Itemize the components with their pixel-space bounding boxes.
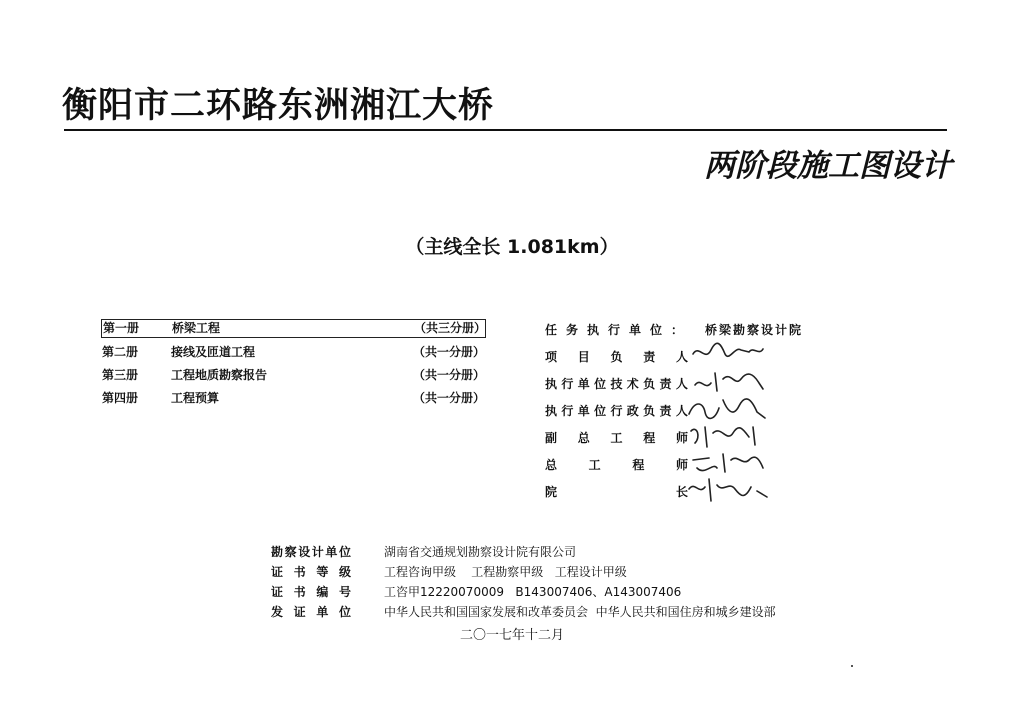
personnel-block	[545, 321, 845, 510]
role-label: 总 工 程 师	[545, 458, 688, 472]
volume-count: （共一分册）	[413, 368, 486, 382]
org-value: 工程咨询甲级 工程勘察甲级 工程设计甲级	[384, 565, 627, 579]
signature-image	[683, 340, 773, 370]
role-label: 执 行 单 位 技 术 负 责 人	[545, 377, 688, 391]
volume-name: 工程预算	[171, 391, 220, 405]
signature-image	[683, 475, 773, 505]
volume-number: 第二册	[102, 345, 139, 359]
org-value: 工咨甲12220070009 B143007406、A143007406	[384, 585, 682, 599]
volume-name: 桥梁工程	[172, 321, 221, 335]
executing-unit-label: 任务执行单位：	[545, 323, 693, 337]
signature-image	[683, 394, 773, 424]
volume-name: 接线及匝道工程	[171, 345, 256, 359]
org-value: 湖南省交通规划勘察设计院有限公司	[384, 545, 577, 559]
volume-list	[101, 319, 486, 411]
volume-row	[101, 365, 486, 388]
scan-speck	[851, 665, 853, 667]
org-label: 证 书 编 号	[271, 585, 351, 599]
document-date: 二〇一七年十二月	[459, 628, 564, 643]
role-label: 副 总 工 程 师	[545, 431, 688, 445]
role-label: 项 目 负 责 人	[545, 350, 688, 364]
document-title: 衡阳市二环路东洲湘江大桥	[62, 86, 495, 126]
role-label: 院 长	[545, 485, 688, 499]
volume-name: 工程地质勘察报告	[171, 368, 268, 382]
volume-number: 第四册	[102, 391, 139, 405]
volume-count: （共一分册）	[413, 345, 486, 359]
org-label: 勘 察 设 计 单 位	[271, 545, 351, 559]
signature-image	[683, 448, 773, 478]
volume-row	[101, 342, 486, 365]
signature-image	[683, 421, 773, 451]
volume-number: 第一册	[103, 321, 140, 335]
volume-row	[101, 319, 486, 338]
volume-count: （共三分册）	[414, 321, 487, 335]
volume-number: 第三册	[102, 368, 139, 382]
document-subtitle: 两阶段施工图设计	[704, 148, 952, 184]
org-value: 中华人民共和国国家发展和改革委员会 中华人民共和国住房和城乡建设部	[384, 605, 776, 619]
volume-row	[101, 388, 486, 411]
volume-count: （共一分册）	[413, 391, 486, 405]
signature-image	[683, 367, 773, 397]
length-note: （主线全长 1.081km）	[405, 236, 619, 258]
role-row	[545, 483, 845, 510]
org-label: 证 书 等 级	[271, 565, 351, 579]
executing-unit-value: 桥梁勘察设计院	[705, 323, 804, 337]
role-label: 执 行 单 位 行 政 负 责 人	[545, 404, 688, 418]
org-label: 发 证 单 位	[271, 605, 351, 619]
title-rule	[64, 129, 947, 131]
